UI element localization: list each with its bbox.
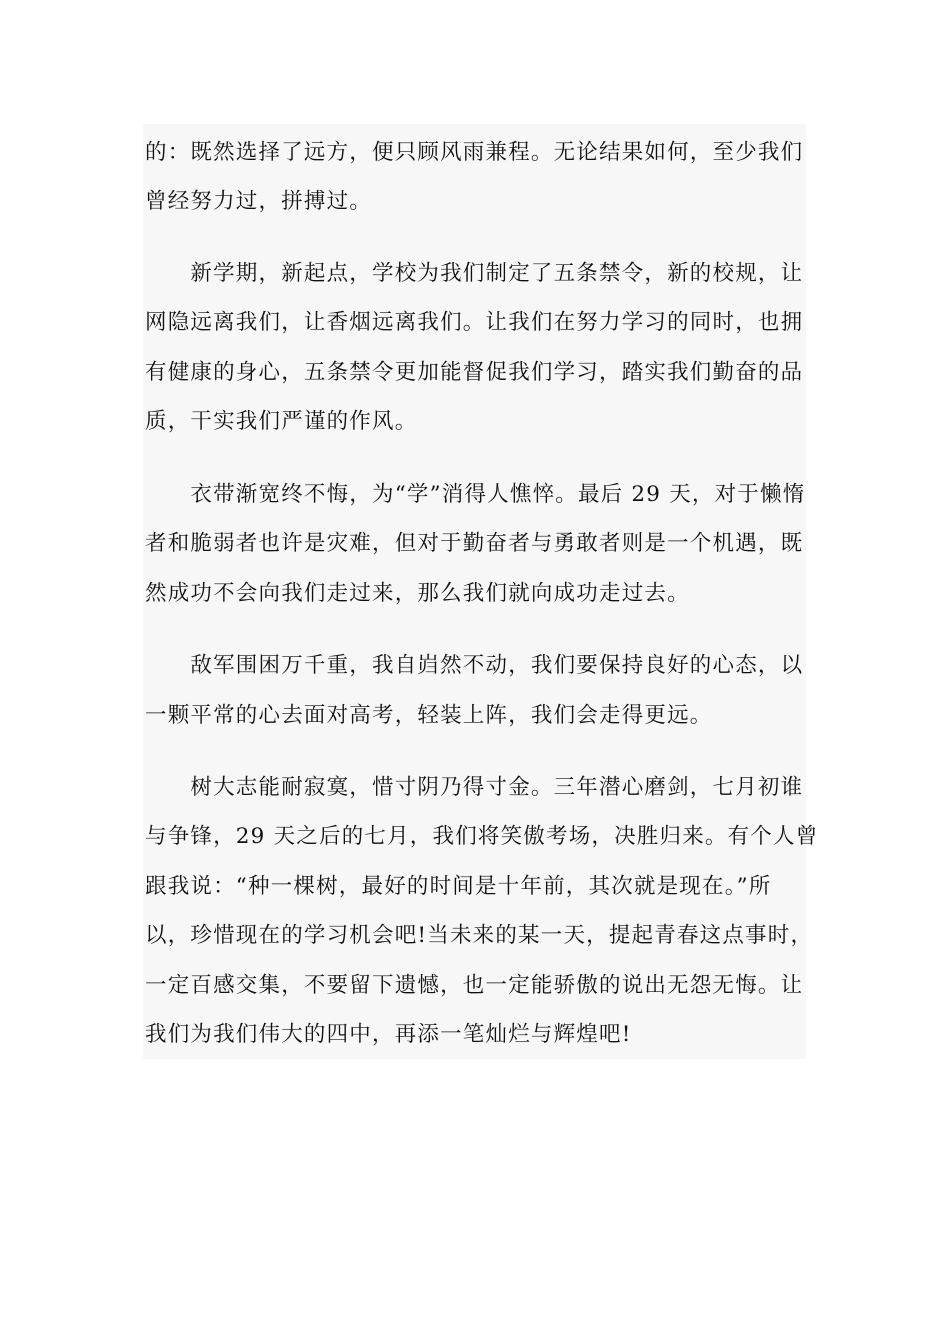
- text-line: 与争锋，29 天之后的七月，我们将笑傲考场，决胜归来。有个人曾: [145, 824, 819, 849]
- text-line: 者和脆弱者也许是灾难，但对于勤奋者与勇敢者则是一个机遇，既: [145, 531, 804, 556]
- text-line: 质，干实我们严谨的作风。: [145, 409, 418, 434]
- text-line: 网隐远离我们，让香烟远离我们。让我们在努力学习的同时，也拥: [145, 310, 804, 335]
- text-line: 树大志能耐寂寞，惜寸阴乃得寸金。三年潜心磨剑，七月初谁: [145, 775, 804, 800]
- text-line: 一颗平常的心去面对高考，轻装上阵，我们会走得更远。: [145, 703, 713, 728]
- text-line: 跟我说：“种一棵树，最好的时间是十年前，其次就是现在。”所: [145, 874, 772, 899]
- text-line: 以，珍惜现在的学习机会吧!当未来的某一天，提起青春这点事时，: [145, 923, 814, 948]
- text-line: 衣带渐宽终不悔，为“学”消得人憔悴。最后 29 天，对于懒惰: [145, 482, 806, 507]
- text-line: 然成功不会向我们走过来，那么我们就向成功走过去。: [145, 581, 690, 606]
- text-line: 曾经努力过，拼搏过。: [145, 189, 373, 214]
- text-line: 有健康的身心，五条禁令更加能督促我们学习，踏实我们勤奋的品: [145, 360, 804, 385]
- text-line: 的：既然选择了远方，便只顾风雨兼程。无论结果如何，至少我们: [145, 140, 804, 165]
- text-line: 新学期，新起点，学校为我们制定了五条禁令，新的校规，让: [145, 261, 804, 286]
- text-line: 敌军围困万千重，我自岿然不动，我们要保持良好的心态，以: [145, 653, 804, 678]
- document-text-block: [143, 124, 819, 1059]
- text-line: 我们为我们伟大的四中，再添一笔灿烂与辉煌吧!: [145, 1022, 632, 1047]
- text-line: 一定百感交集，不要留下遗憾，也一定能骄傲的说出无怨无悔。让: [145, 973, 804, 998]
